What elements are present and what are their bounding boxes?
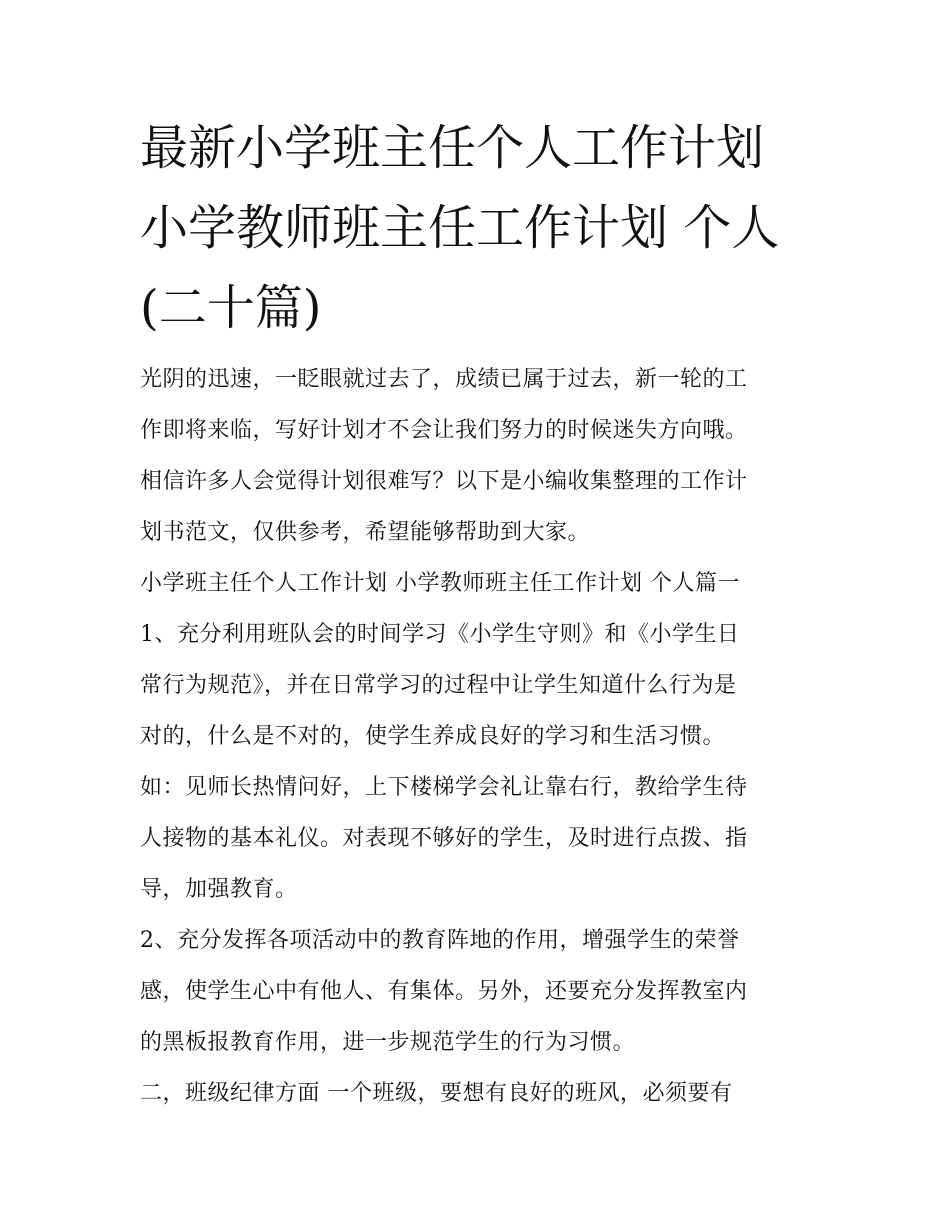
section-heading: 小学班主任个人工作计划 小学教师班主任工作计划 个人篇一 bbox=[140, 571, 740, 596]
body-line: 作即将来临，写好计划才不会让我们努力的时候迷失方向哦。 bbox=[140, 418, 748, 443]
body-line: 对的，什么是不对的，使学生养成良好的学习和生活习惯。 bbox=[140, 724, 726, 749]
body-line: 导，加强教育。 bbox=[140, 877, 298, 902]
body-line: 人接物的基本礼仪。对表现不够好的学生，及时进行点拨、指 bbox=[140, 826, 748, 851]
body-line: 划书范文，仅供参考，希望能够帮助到大家。 bbox=[140, 520, 591, 545]
document-body bbox=[140, 354, 830, 1119]
body-line: 常行为规范》，并在日常学习的过程中让学生知道什么行为是 bbox=[140, 673, 737, 698]
title-line-2: 小学教师班主任工作计划 个人 bbox=[140, 200, 780, 256]
body-line: 相信许多人会觉得计划很难写？以下是小编收集整理的工作计 bbox=[140, 469, 748, 494]
body-line: 2、充分发挥各项活动中的教育阵地的作用，增强学生的荣誉 bbox=[140, 928, 740, 953]
body-line: 光阴的迅速，一眨眼就过去了，成绩已属于过去，新一轮的工 bbox=[140, 367, 748, 392]
body-line: 如：见师长热情问好，上下楼梯学会礼让靠右行，教给学生待 bbox=[140, 775, 748, 800]
document-title bbox=[140, 108, 830, 348]
body-line: 感，使学生心中有他人、有集体。另外，还要充分发挥教室内 bbox=[140, 979, 748, 1004]
body-line: 二，班级纪律方面 一个班级，要想有良好的班风，必须要有 bbox=[140, 1081, 733, 1106]
title-line-3: (二十篇) bbox=[140, 280, 322, 336]
title-line-1: 最新小学班主任个人工作计划 bbox=[140, 120, 765, 176]
body-line: 1、充分利用班队会的时间学习《小学生守则》和《小学生日 bbox=[140, 622, 740, 647]
body-line: 的黑板报教育作用，进一步规范学生的行为习惯。 bbox=[140, 1030, 636, 1055]
